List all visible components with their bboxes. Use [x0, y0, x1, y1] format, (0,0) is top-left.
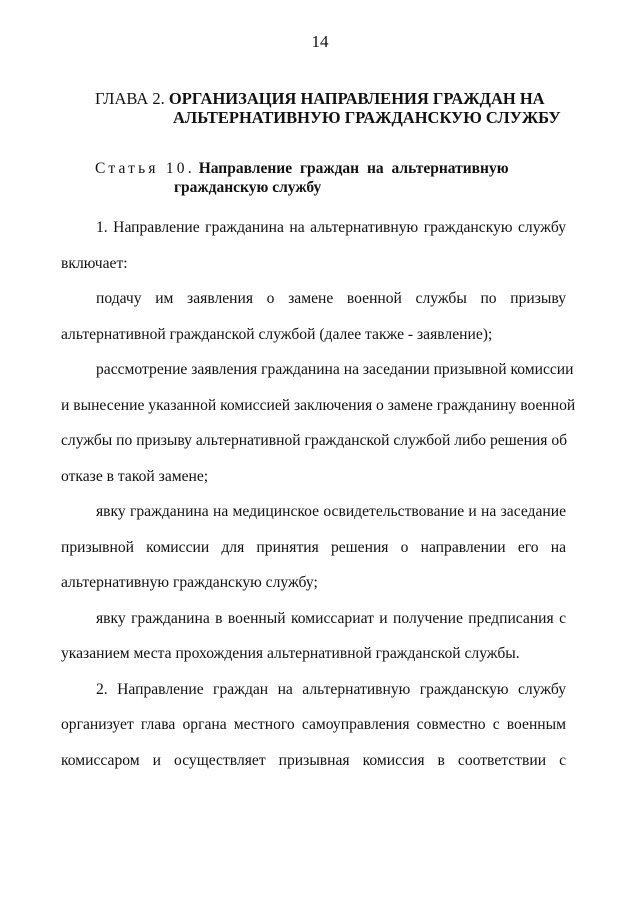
- text-line: призывной комиссии для принятия решения о направлении его на: [61, 539, 566, 556]
- article-label: Статья 10.: [95, 160, 195, 177]
- text-line: отказе в такой замене;: [61, 468, 209, 485]
- text-line: и вынесение указанной комиссией заключения о замене гражданину военной: [61, 397, 576, 414]
- text-line: альтернативной гражданской службой (далее также - заявление);: [61, 326, 493, 343]
- text-line: службы по призыву альтернативной гражданской службой либо решения об: [61, 432, 568, 449]
- text-line: рассмотрение заявления гражданина на заседании призывной комиссии: [96, 361, 574, 378]
- text-line: включает:: [61, 255, 128, 272]
- article-title-line2: гражданскую службу: [174, 179, 322, 196]
- chapter-heading: [95, 88, 545, 109]
- text-line: альтернативную гражданскую службу;: [61, 574, 318, 591]
- chapter-title-line1: ОРГАНИЗАЦИЯ НАПРАВЛЕНИЯ ГРАЖДАН НА: [168, 89, 545, 108]
- text-line: подачу им заявления о замене военной службы по призыву: [96, 290, 566, 307]
- text-line: комиссаром и осуществляет призывная комиссия в соответствии с: [61, 752, 566, 769]
- text-line: указанием места прохождения альтернативной гражданской службы.: [61, 645, 520, 662]
- page-number: 14: [311, 32, 329, 51]
- text-line: организует глава органа местного самоуправления совместно с военным: [61, 716, 566, 733]
- chapter-label: ГЛАВА 2.: [95, 89, 165, 108]
- chapter-title-line2: АЛЬТЕРНАТИВНУЮ ГРАЖДАНСКУЮ СЛУЖБУ: [173, 108, 561, 127]
- text-line: явку гражданина в военный комиссариат и получение предписания с: [96, 610, 566, 627]
- article-heading: [95, 158, 509, 179]
- text-line: явку гражданина на медицинское освидетельствование и на заседание: [96, 503, 566, 520]
- text-line: 2. Направление граждан на альтернативную гражданскую службу: [96, 681, 566, 698]
- text-line: 1. Направление гражданина на альтернативную гражданскую службу: [96, 219, 566, 236]
- article-title-line1: Направление граждан на альтернативную: [198, 160, 509, 177]
